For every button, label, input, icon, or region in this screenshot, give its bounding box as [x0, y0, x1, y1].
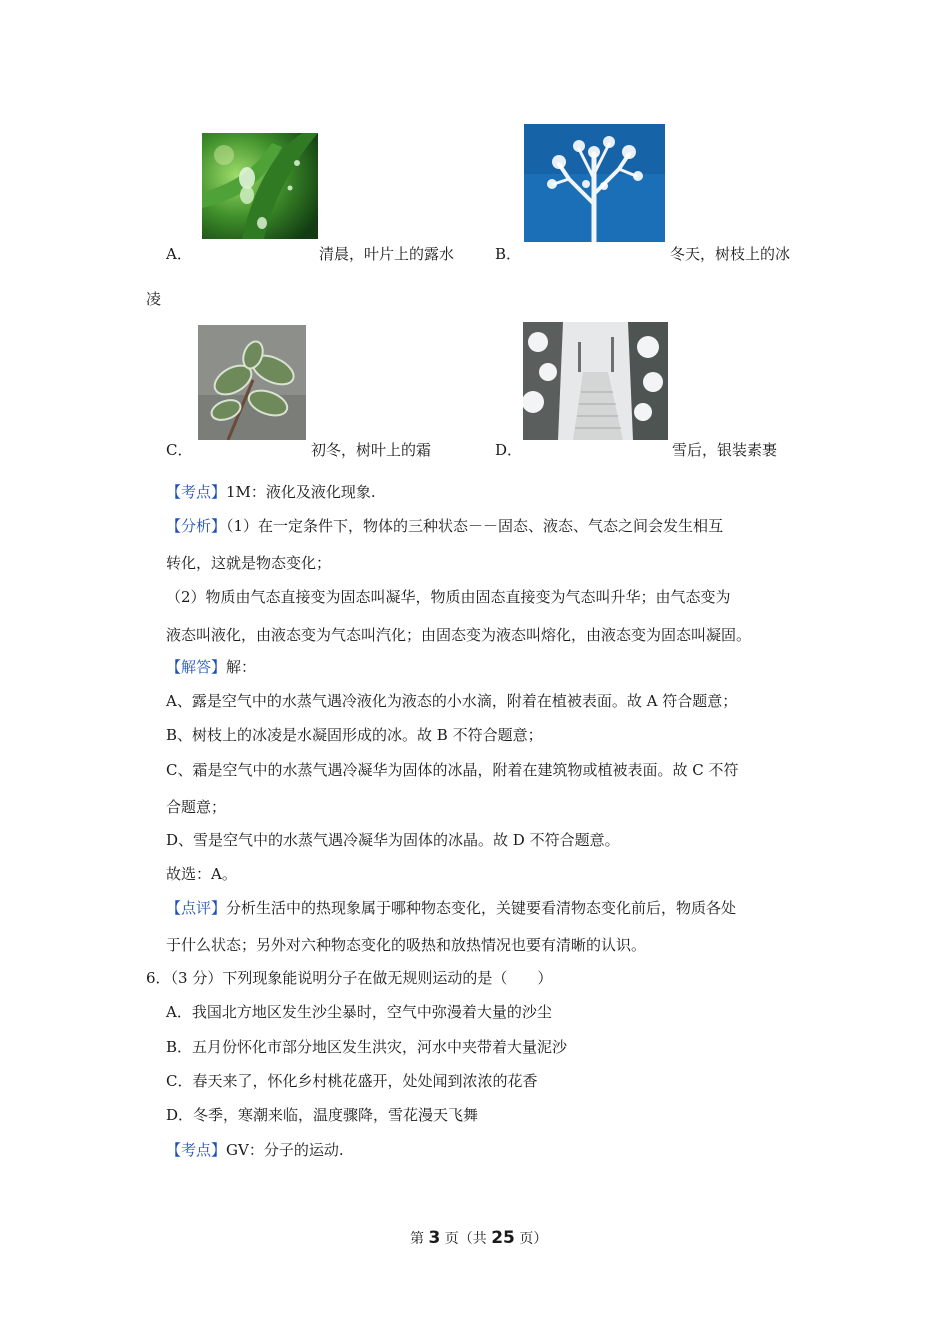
- page-footer: [410, 1228, 547, 1248]
- kaodian-tag: 【考点】: [166, 1141, 227, 1159]
- dianping-tag: 【点评】: [166, 899, 227, 917]
- option-a-caption: 清晨，叶片上的露水: [319, 245, 455, 263]
- option-c-letter: C．: [166, 441, 193, 459]
- rime-on-branch-photo: [524, 124, 665, 242]
- option-b-caption: 冬天，树枝上的冰: [670, 245, 791, 263]
- q6-option: C．春天来了，怀化乡村桃花盛开，处处闻到浓浓的花香: [166, 1072, 538, 1090]
- fenxi-line: （2）物质由气态直接变为固态叫凝华，物质由固态直接变为气态叫升华；由气态变为: [166, 588, 731, 606]
- jieda-line: D、雪是空气中的水蒸气遇冷凝华为固体的冰晶。故 D 不符合题意。: [166, 831, 620, 849]
- page-number: 3: [428, 1228, 441, 1248]
- dianping-line: 分析生活中的热现象属于哪种物态变化，关键要看清物态变化前后，物质各处: [226, 899, 737, 917]
- jieda-line: 合题意；: [166, 798, 227, 816]
- option-d-letter: D．: [495, 441, 523, 459]
- dianping-line: 于什么状态；另外对六种物态变化的吸热和放热情况也要有清晰的认识。: [166, 936, 647, 954]
- page-total: 25: [491, 1228, 515, 1248]
- q6-option: D．冬季，寒潮来临，温度骤降，雪花漫天飞舞: [166, 1106, 479, 1124]
- kaodian-text: 1M：液化及液化现象.: [226, 483, 376, 501]
- fenxi-line: 液态叫液化，由液态变为气态叫汽化；由固态变为液态叫熔化，由液态变为固态叫凝固。: [166, 626, 752, 644]
- q6-stem: 6．（3 分）下列现象能说明分子在做无规则运动的是（ ）: [146, 969, 553, 987]
- jieda-text: 解：: [226, 658, 257, 676]
- q6-option: B．五月份怀化市部分地区发生洪灾，河水中夹带着大量泥沙: [166, 1038, 568, 1056]
- dew-on-leaf-photo: [202, 133, 318, 239]
- q6-option: A．我国北方地区发生沙尘暴时，空气中弥漫着大量的沙尘: [166, 1003, 552, 1021]
- jieda-line: B、树枝上的冰凌是水凝固形成的冰。故 B 不符合题意；: [166, 726, 543, 744]
- option-b-caption-wrap: 凌: [146, 290, 162, 308]
- footer-post: 页）: [514, 1231, 548, 1247]
- q5-fenxi: [166, 516, 723, 536]
- option-c-caption: 初冬，树叶上的霜: [311, 441, 432, 459]
- jieda-line: 故选：A。: [166, 865, 237, 883]
- fenxi-tag: 【分析】: [166, 517, 227, 535]
- q5-dianping: [166, 898, 736, 918]
- fenxi-line: （1）在一定条件下，物体的三种状态－－固态、液态、气态之间会发生相互: [226, 517, 724, 535]
- frost-on-leaves-photo: [198, 325, 306, 440]
- jieda-tag: 【解答】: [166, 658, 227, 676]
- q6-kaodian: [166, 1140, 344, 1160]
- option-b-letter: B．: [495, 245, 522, 263]
- snowy-path-photo: [523, 322, 668, 440]
- option-d-caption: 雪后，银装素裹: [672, 441, 778, 459]
- footer-mid: 页（共: [440, 1231, 492, 1247]
- kaodian-tag: 【考点】: [166, 483, 227, 501]
- fenxi-line: 转化，这就是物态变化；: [166, 554, 332, 572]
- q5-kaodian: [166, 482, 376, 502]
- option-a-letter: A．: [166, 245, 192, 263]
- jieda-line: A、露是空气中的水蒸气遇冷液化为液态的小水滴，附着在植被表面。故 A 符合题意；: [166, 692, 738, 710]
- jieda-line: C、霜是空气中的水蒸气遇冷凝华为固体的冰晶，附着在建筑物或植被表面。故 C 不符: [166, 761, 739, 779]
- q5-jieda: [166, 657, 256, 677]
- kaodian-text: GV：分子的运动.: [226, 1141, 344, 1159]
- footer-pre: 第: [410, 1231, 429, 1247]
